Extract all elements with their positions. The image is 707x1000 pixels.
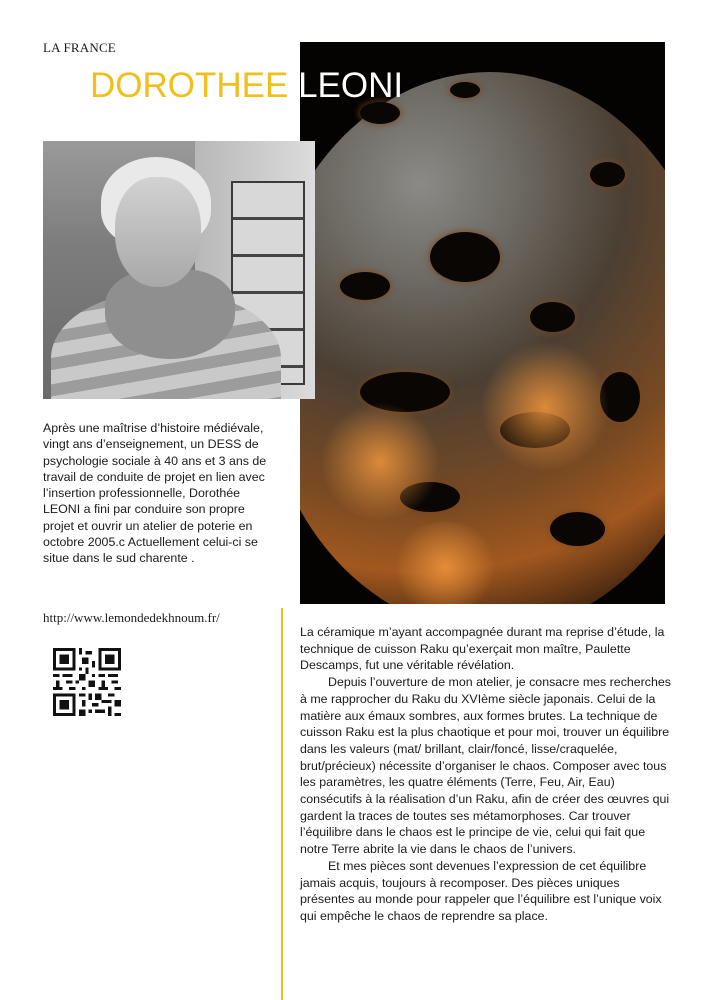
article-paragraph: Et mes pièces sont devenues l’expression de cet équilibre jamais acquis, toujours à recomposer. Des pièces uniques présentes au monde pour rappeler que l’équilibre est l’unique voix qui empêche le chaos de reprendre sa place.	[300, 858, 662, 923]
ceramic-hole	[530, 302, 575, 332]
portrait-face	[115, 177, 201, 287]
ceramic-glint	[480, 342, 610, 472]
country-label: LA FRANCE	[43, 40, 116, 55]
ceramic-glint	[390, 522, 500, 604]
artist-name	[90, 64, 403, 108]
artist-first-name: DOROTHEE	[90, 66, 289, 105]
article-paragraph: La céramique m’ayant accompagnée durant ma reprise d’étude, la technique de cuisson Raku qu’exerçait mon maître, Paulette Descamps, fut une véritable révélation.	[300, 625, 665, 673]
ceramic-sphere	[300, 72, 665, 604]
intro-paragraph: Après une maîtrise d’histoire médiévale, vingt ans d’enseignement, un DESS de psychologie sociale à 40 ans et 3 ans de travail de conduite de projet en lien avec l’insertion professionnelle, Dorothée LEONI a fini par conduire son propre projet et ouvrir un atelier de poterie en octobre 2005.c Actuellement celui-ci se situe dans le sud charente .	[43, 421, 267, 566]
ceramic-hole	[430, 232, 500, 282]
qr-code-icon[interactable]	[53, 648, 121, 716]
ceramic-glint	[320, 402, 440, 522]
raku-ceramic-photo	[300, 42, 665, 604]
ceramic-hole	[340, 272, 390, 300]
article-body	[300, 624, 675, 925]
artist-portrait	[43, 141, 315, 399]
accent-divider	[281, 608, 283, 1000]
ceramic-hole	[550, 512, 605, 546]
ceramic-hole	[450, 82, 480, 98]
website-link[interactable]: http://www.lemondedekhnoum.fr/	[43, 610, 220, 625]
ceramic-hole	[590, 162, 625, 187]
article-paragraph: Depuis l’ouverture de mon atelier, je consacre mes recherches à me rapprocher du Raku du XVIème siècle japonais. Celui de la matière aux émaux sombres, aux formes brutes. La technique de cuisson Raku est la plus chaotique et pour moi, trouver un équilibre dans les valeurs (mat/ brillant, clair/foncé, lisse/craquelée, brut/précieux) nécessite d’organiser le chaos. Composer avec tous les paramètres, les quatre éléments (Terre, Feu, Air, Eau) consécutifs à la réalisation d’un Raku, afin de créer des œuvres qui gardent la traces de toutes ses métamorphoses. Car trouver l’équilibre dans le chaos est le principe de vie, celui qui fait que notre Terre abrite la vie dans le chaos de l’univers.	[300, 675, 671, 857]
artist-last-name: LEONI	[298, 66, 404, 105]
